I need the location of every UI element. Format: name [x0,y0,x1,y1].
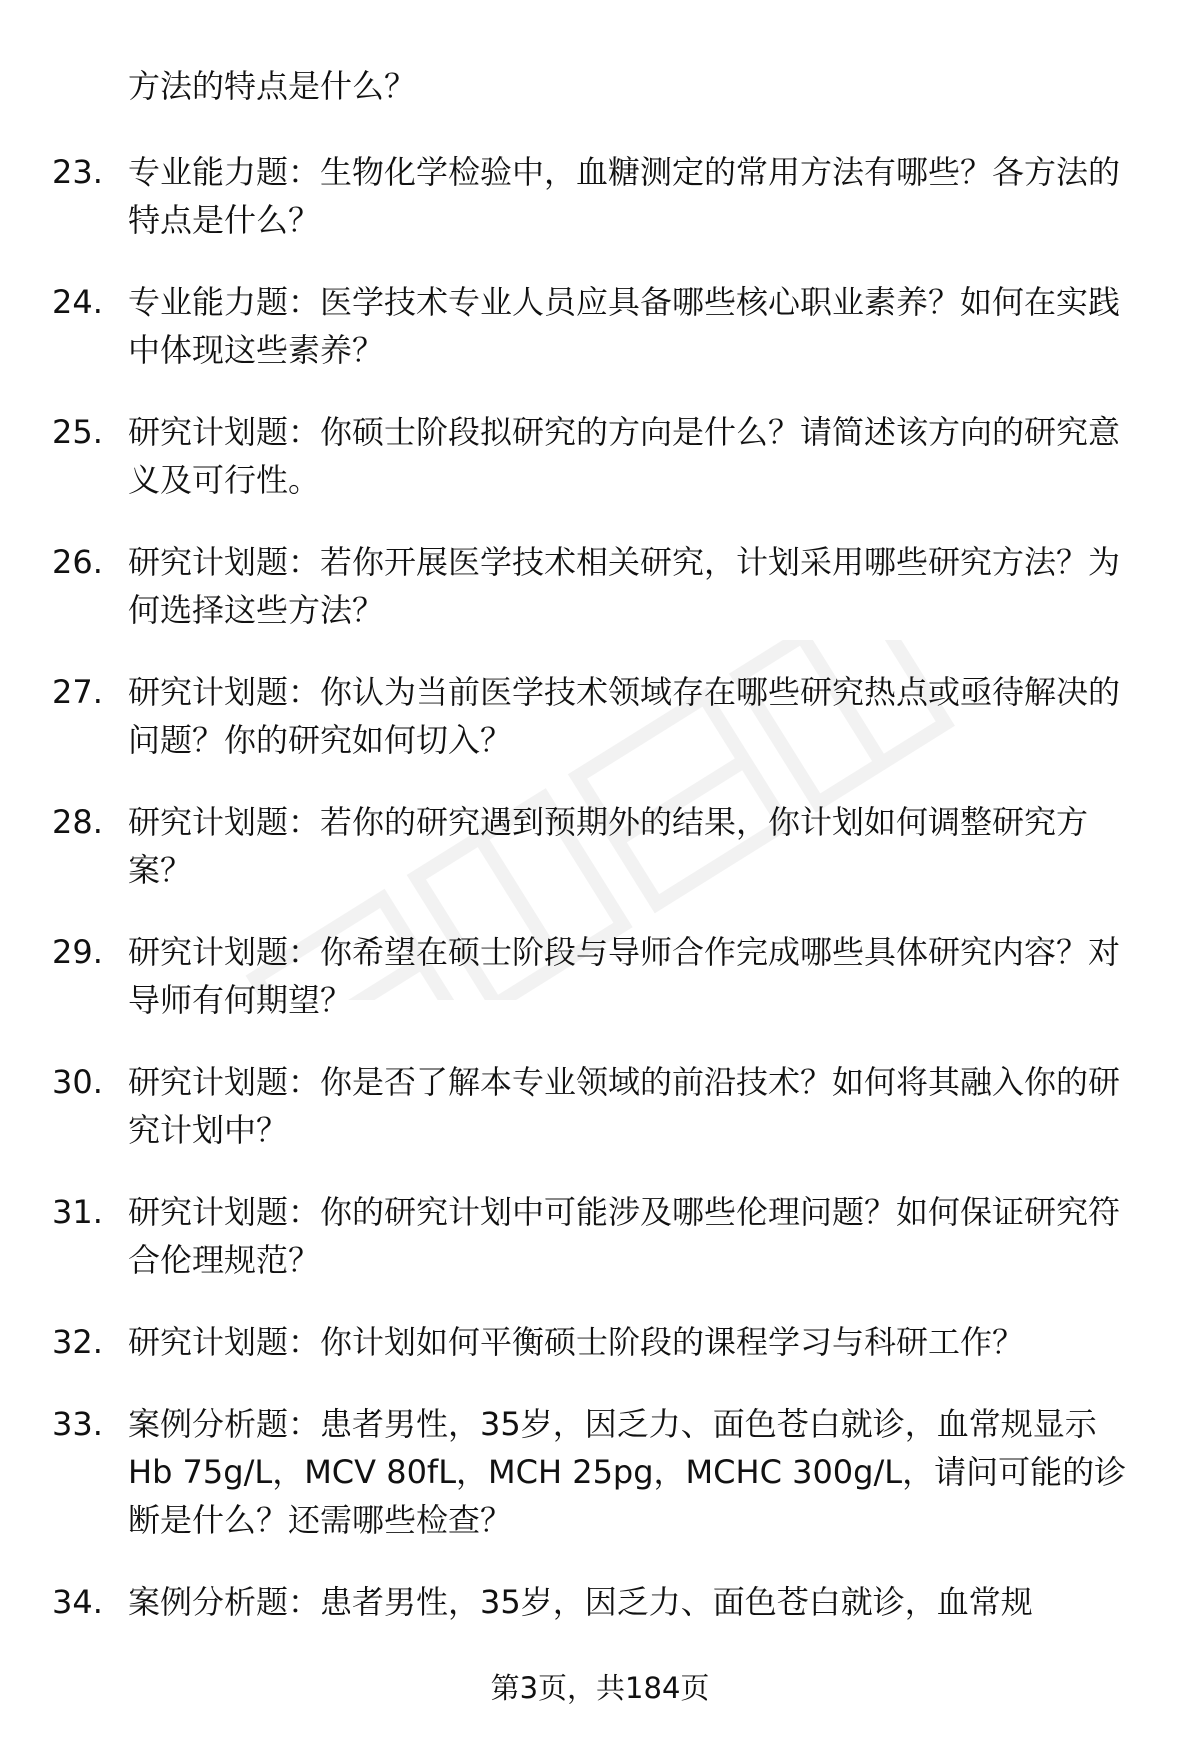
question-text: 研究计划题：你计划如何平衡硕士阶段的课程学习与科研工作？ [128,1323,1025,1361]
question-number: 24. [52,283,103,321]
question-item [0,1318,1138,1366]
question-number: 31. [52,1193,103,1231]
question-text: 研究计划题：你希望在硕士阶段与导师合作完成哪些具体研究内容？对导师有何期望？ [128,933,1121,1019]
question-text: 案例分析题：患者男性，35岁，因乏力、面色苍白就诊，血常规 [128,1583,1033,1621]
question-text: 研究计划题：若你开展医学技术相关研究，计划采用哪些研究方法？为何选择这些方法？ [128,543,1121,629]
question-number: 33. [52,1405,103,1443]
question-text: 专业能力题：医学技术专业人员应具备哪些核心职业素养？如何在实践中体现这些素养？ [128,283,1121,369]
question-number: 32. [52,1323,103,1361]
question-text: 研究计划题：你的研究计划中可能涉及哪些伦理问题？如何保证研究符合伦理规范？ [128,1193,1121,1279]
question-item [0,798,1138,894]
question-number: 27. [52,673,103,711]
question-item [0,538,1138,634]
question-item [0,408,1138,504]
continuation-text: 方法的特点是什么？ [128,67,417,105]
question-text: 研究计划题：你硕士阶段拟研究的方向是什么？请简述该方向的研究意义及可行性。 [128,413,1121,499]
question-item [0,148,1138,244]
question-item [0,1578,1138,1626]
question-text: 专业能力题：生物化学检验中，血糖测定的常用方法有哪些？各方法的特点是什么？ [128,153,1121,239]
question-text: 研究计划题：你是否了解本专业领域的前沿技术？如何将其融入你的研究计划中？ [128,1063,1121,1149]
question-number: 29. [52,933,103,971]
question-number: 23. [52,153,103,191]
question-item [0,928,1138,1024]
page-footer: 第3页，共184页 [490,1671,710,1705]
question-item [0,668,1138,764]
question-item [0,1400,1138,1544]
question-list [0,148,1200,1660]
question-item [0,1058,1138,1154]
question-number: 25. [52,413,103,451]
question-item [0,278,1138,374]
question-text: 研究计划题：若你的研究遇到预期外的结果，你计划如何调整研究方案？ [128,803,1089,889]
question-number: 30. [52,1063,103,1101]
question-number: 34. [52,1583,103,1621]
question-number: 28. [52,803,103,841]
question-item [0,1188,1138,1284]
question-number: 26. [52,543,103,581]
question-text: 研究计划题：你认为当前医学技术领域存在哪些研究热点或亟待解决的问题？你的研究如何切入？ [128,673,1121,759]
question-text: 案例分析题：患者男性，35岁，因乏力、面色苍白就诊，血常规显示Hb 75g/L，MCV 80fL，MCH 25pg，MCHC 300g/L，请问可能的诊断是什么？还需哪些检查？ [128,1405,1127,1539]
